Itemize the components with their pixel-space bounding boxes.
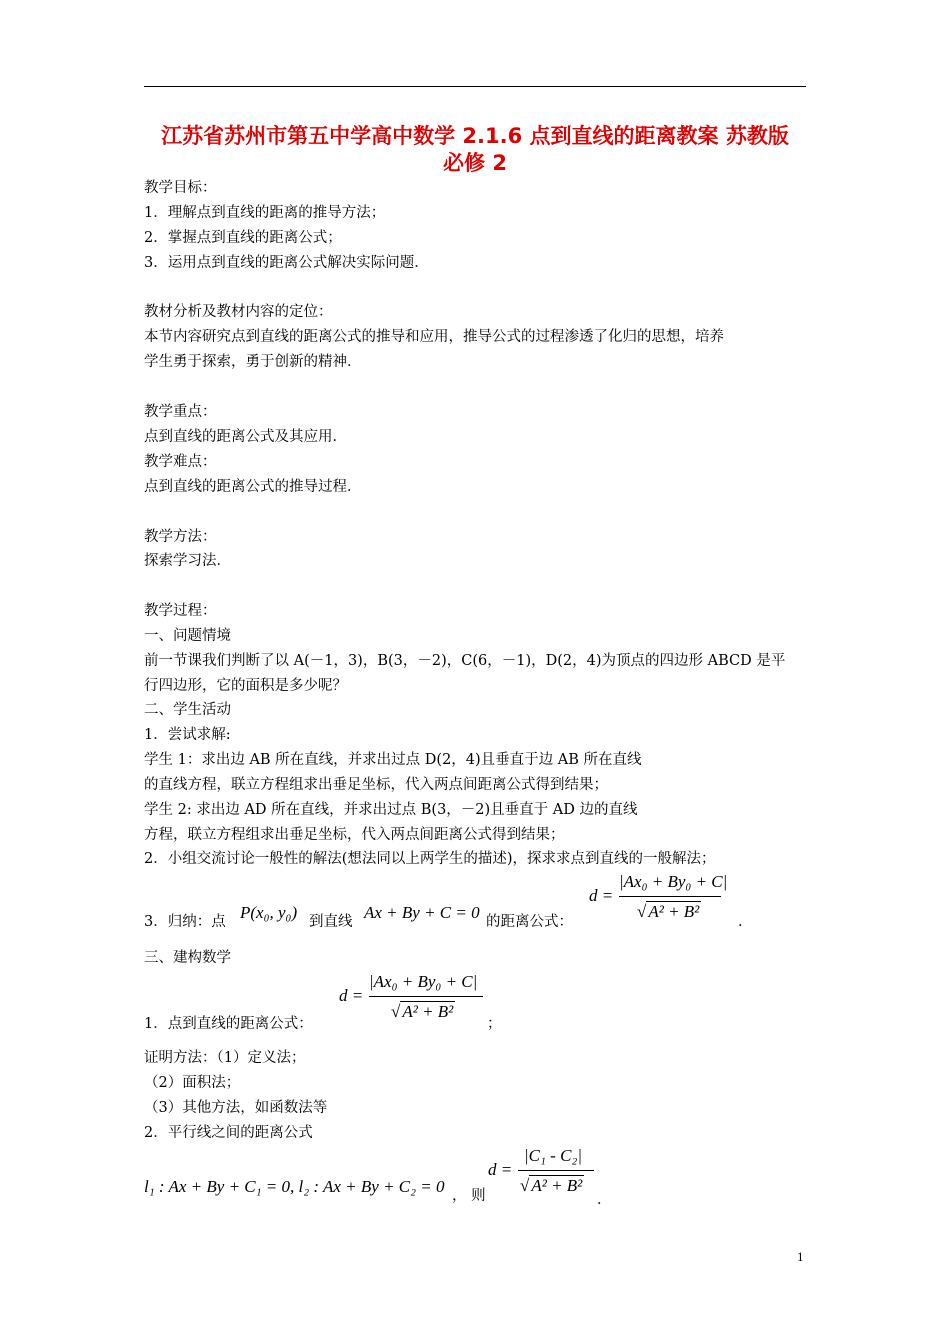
document-title-line2: 必修 2 — [443, 151, 507, 175]
sqrt-icon: √ — [391, 1002, 401, 1021]
point-p-expression: P(x₀, y₀) — [240, 903, 298, 922]
objective-item-1: 1．理解点到直线的距离的推导方法； — [144, 205, 386, 221]
section2-item3-formula-label: 的距离公式： — [486, 914, 573, 930]
key-point-heading: 教学重点： — [144, 404, 217, 420]
section2-heading: 二、学生活动 — [144, 702, 231, 718]
distance-formula-1 — [589, 870, 739, 932]
method-text: 探索学习法． — [144, 553, 231, 569]
student2-text-line2: 方程，联立方程组求出垂足坐标，代入两点间距离公式得到结果； — [144, 827, 565, 843]
section3-item1-end: ； — [487, 1016, 502, 1032]
formula-d-lhs: d = — [589, 886, 614, 905]
sqrt-icon: √ — [520, 1176, 530, 1195]
section2-item3-label: 3．归纳：点 — [144, 914, 226, 930]
key-point-text: 点到直线的距离公式及其应用． — [144, 429, 347, 445]
objective-item-2: 2．掌握点到直线的距离公式； — [144, 230, 342, 246]
section3-item2: 2．平行线之间的距离公式 — [144, 1125, 313, 1141]
section2-item3-end: ． — [738, 914, 753, 930]
objective-item-3: 3．运用点到直线的距离公式解决实际问题． — [144, 255, 429, 271]
proof-method-3: （3）其他方法，如函数法等 — [144, 1100, 328, 1116]
parallel-distance-formula — [488, 1144, 608, 1206]
section2-item2: 2．小组交流讨论一般性的解法(想法同以上两学生的描述)，探求求点到直线的一般解法； — [144, 851, 716, 867]
parallel-then: ， 则 — [452, 1188, 486, 1204]
difficulty-heading: 教学难点： — [144, 454, 217, 470]
section2-item3-to-line: 到直线 — [309, 914, 353, 930]
page-number: 1 — [797, 1249, 804, 1264]
student1-text-line1: 学生 1：求出边 AB 所在直线，并求出过点 D(2，4)且垂直于边 AB 所在直线 — [144, 752, 642, 768]
proof-method-2: （2）面积法； — [144, 1075, 241, 1091]
section1-text-line2: 行四边形，它的面积是多少呢？ — [144, 678, 347, 694]
student1-text-line2: 的直线方程，联立方程组求出垂足坐标，代入两点间距离公式得到结果； — [144, 777, 608, 793]
process-heading: 教学过程： — [144, 603, 217, 619]
formula-denominator: √ A² + B² — [391, 1002, 454, 1021]
analysis-text-line1: 本节内容研究点到直线的距离公式的推导和应用，推导公式的过程渗透了化归的思想，培养 — [144, 329, 724, 345]
formula-d-lhs: d = — [339, 986, 364, 1005]
objectives-heading: 教学目标： — [144, 180, 217, 196]
student2-text-line1: 学生 2: 求出边 AD 所在直线，并求出过点 B(3，－2)且垂直于 AD 边的直线 — [144, 802, 638, 818]
fraction-bar — [369, 996, 483, 997]
sqrt-icon: √ — [637, 902, 647, 921]
fraction-bar — [518, 1170, 594, 1171]
formula-denominator: √ A² + B² — [637, 902, 700, 921]
formula-denominator: √ A² + B² — [520, 1176, 583, 1195]
parallel-lines-equations: l₁ : Ax + By + C₁ = 0, l₂ : Ax + By + C₂ = 0 — [144, 1177, 445, 1196]
difficulty-text: 点到直线的距离公式的推导过程． — [144, 479, 362, 495]
parallel-end: ． — [597, 1192, 612, 1208]
formula-numerator: |C₁ - C₂| — [524, 1146, 583, 1165]
analysis-heading: 教材分析及教材内容的定位： — [144, 304, 333, 320]
section2-item1: 1．尝试求解: — [144, 727, 231, 743]
method-heading: 教学方法： — [144, 529, 217, 545]
section1-text-line1: 前一节课我们判断了以 A(－1，3)，B(3，－2)，C(6，－1)，D(2，4)为顶点的四边形 ABCD 是平 — [144, 653, 786, 669]
formula-numerator: |Ax₀ + By₀ + C| — [369, 972, 478, 991]
formula-numerator: |Ax₀ + By₀ + C| — [619, 872, 728, 891]
formula-d-lhs: d = — [488, 1160, 513, 1179]
fraction-bar — [619, 896, 721, 897]
section3-item1: 1．点到直线的距离公式： — [144, 1016, 313, 1032]
line-equation: Ax + By + C = 0 — [364, 903, 480, 922]
analysis-text-line2: 学生勇于探索，勇于创新的精神． — [144, 354, 362, 370]
proof-methods-line: 证明方法：（1）定义法； — [144, 1050, 306, 1066]
document-title-line1: 江苏省苏州市第五中学高中数学 2.1.6 点到直线的距离教案 苏教版 — [161, 124, 789, 148]
section3-heading: 三、建构数学 — [144, 950, 231, 966]
header-rule — [144, 86, 806, 87]
distance-formula-2 — [339, 970, 489, 1032]
section1-heading: 一、问题情境 — [144, 628, 231, 644]
